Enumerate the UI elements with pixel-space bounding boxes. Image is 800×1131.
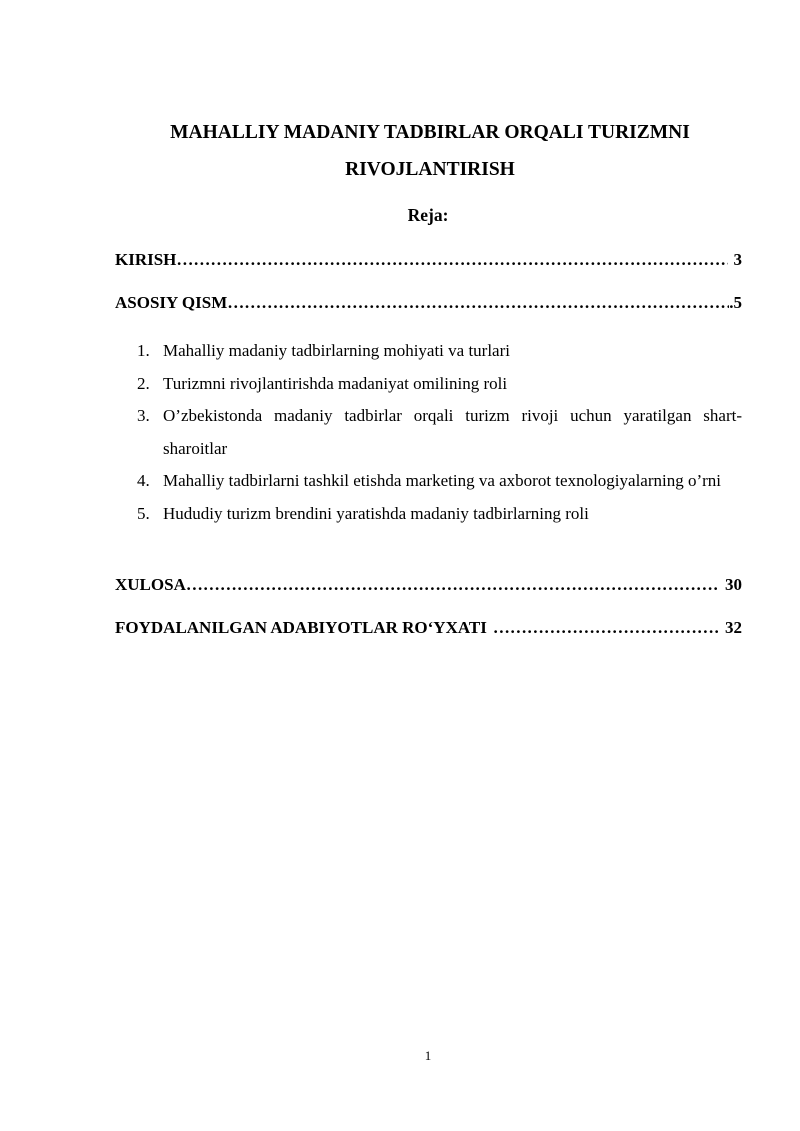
toc-label: ASOSIY QISM xyxy=(115,293,228,312)
list-item-number: 2. xyxy=(137,373,150,393)
toc-entry-xulosa xyxy=(115,576,742,593)
list-item-number: 4. xyxy=(137,471,150,490)
list-item-text: Turizmni rivojlantirishda madaniyat omilining roli xyxy=(163,373,508,393)
toc-label: XULOSA xyxy=(115,575,186,594)
list-item-text: Mahalliy tadbirlarni tashkil etishda marketing va axborot texnologiyalarning o’rni xyxy=(163,471,722,490)
toc-page-number: 3 xyxy=(733,250,742,269)
toc-entry-adabiyotlar xyxy=(115,619,742,636)
list-item-text: Hududiy turizm brendini yaratishda madaniy tadbirlarning roli xyxy=(163,503,589,523)
toc-leader-dots xyxy=(487,619,719,636)
list-item-text: Mahalliy madaniy tadbirlarning mohiyati va turlari xyxy=(163,341,510,360)
toc-label: FOYDALANILGAN ADABIYOTLAR RO‘YXATI xyxy=(115,618,487,637)
list-item xyxy=(115,498,742,531)
toc-leader-dots xyxy=(176,251,727,268)
list-item-text: O’zbekistonda madaniy tadbirlar orqali turizm rivoji uchun yaratilgan shart-sharoitlar xyxy=(163,406,742,458)
chapter-list xyxy=(115,335,742,530)
list-item xyxy=(115,368,742,401)
document-title-line-2: RIVOJLANTIRISH xyxy=(345,159,515,180)
list-item xyxy=(115,400,742,465)
list-item-number: 1. xyxy=(137,341,150,360)
list-item-number: 5. xyxy=(137,503,150,523)
toc-leader-dots xyxy=(186,576,719,593)
toc-page-number: 30 xyxy=(725,575,742,594)
toc-label: KIRISH xyxy=(115,250,177,269)
document-title-line-1: MAHALLIY MADANIY TADBIRLAR ORQALI TURIZMNI xyxy=(170,122,690,143)
toc-page-number: 32 xyxy=(725,618,742,637)
list-item xyxy=(115,335,742,368)
toc-entry-asosiy-qism xyxy=(115,294,742,311)
toc-leader-dots xyxy=(227,294,729,311)
list-item xyxy=(115,465,742,498)
list-item-number: 3. xyxy=(137,406,150,425)
plan-heading: Reja: xyxy=(407,205,449,225)
toc-page-number: .5 xyxy=(729,293,742,312)
page-number: 1 xyxy=(424,1048,432,1063)
toc-entry-kirish xyxy=(115,251,742,268)
